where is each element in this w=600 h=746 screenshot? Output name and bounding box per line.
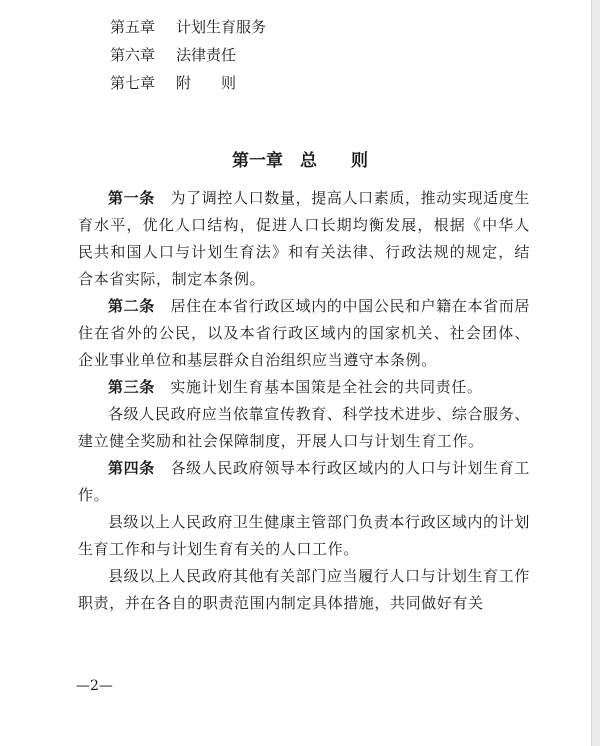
article-4-paragraph-3 xyxy=(78,563,530,617)
toc-chapter-title: 附 则 xyxy=(176,74,237,92)
article-2 xyxy=(78,293,530,374)
article-label: 第四条 xyxy=(108,459,155,477)
article-label: 第一条 xyxy=(108,189,155,207)
article-text: 各级人民政府领导本行政区域内的人口与计划生育工作。 xyxy=(78,459,530,504)
article-label: 第二条 xyxy=(108,297,155,315)
chapter-heading: 第一章 总 则 xyxy=(232,151,368,171)
toc-item-chapter-6 xyxy=(110,41,266,69)
article-3 xyxy=(78,374,530,401)
document-body xyxy=(78,185,530,617)
page-number: —2— xyxy=(76,678,113,694)
article-text: 居住在本省行政区域内的中国公民和户籍在本省而居住在省外的公民，以及本省行政区域内的国家机关、社会团体、企业事业单位和基层群众自治组织应当遵守本条例。 xyxy=(78,297,530,369)
paragraph-text: 各级人民政府应当依靠宣传教育、科学技术进步、综合服务、建立健全奖励和社会保障制度，开展人口与计划生育工作。 xyxy=(78,405,530,450)
article-3-paragraph-2 xyxy=(78,401,530,455)
article-1 xyxy=(78,185,530,293)
article-text: 为了调控人口数量，提高人口素质，推动实现适度生育水平，优化人口结构，促进人口长期均衡发展，根据《中华人民共和国人口与计划生育法》和有关法律、行政法规的规定，结合本省实际，制定本条例。 xyxy=(78,189,530,288)
article-4-paragraph-2 xyxy=(78,509,530,563)
toc-chapter-number: 第五章 xyxy=(110,18,156,36)
table-of-contents xyxy=(110,13,266,97)
toc-item-chapter-5 xyxy=(110,13,266,41)
article-text: 实施计划生育基本国策是全社会的共同责任。 xyxy=(170,378,483,396)
article-4 xyxy=(78,455,530,509)
page-edge-shadow xyxy=(591,0,600,746)
paragraph-text: 县级以上人民政府卫生健康主管部门负责本行政区域内的计划生育工作和与计划生育有关的人口工作。 xyxy=(78,513,530,558)
toc-chapter-title: 计划生育服务 xyxy=(176,18,267,36)
article-label: 第三条 xyxy=(108,378,155,396)
toc-chapter-number: 第六章 xyxy=(110,46,156,64)
toc-chapter-number: 第七章 xyxy=(110,74,156,92)
paragraph-text: 县级以上人民政府其他有关部门应当履行人口与计划生育工作职责，并在各自的职责范围内制定具体措施，共同做好有关 xyxy=(78,567,530,612)
toc-item-chapter-7 xyxy=(110,69,266,97)
toc-chapter-title: 法律责任 xyxy=(176,46,237,64)
